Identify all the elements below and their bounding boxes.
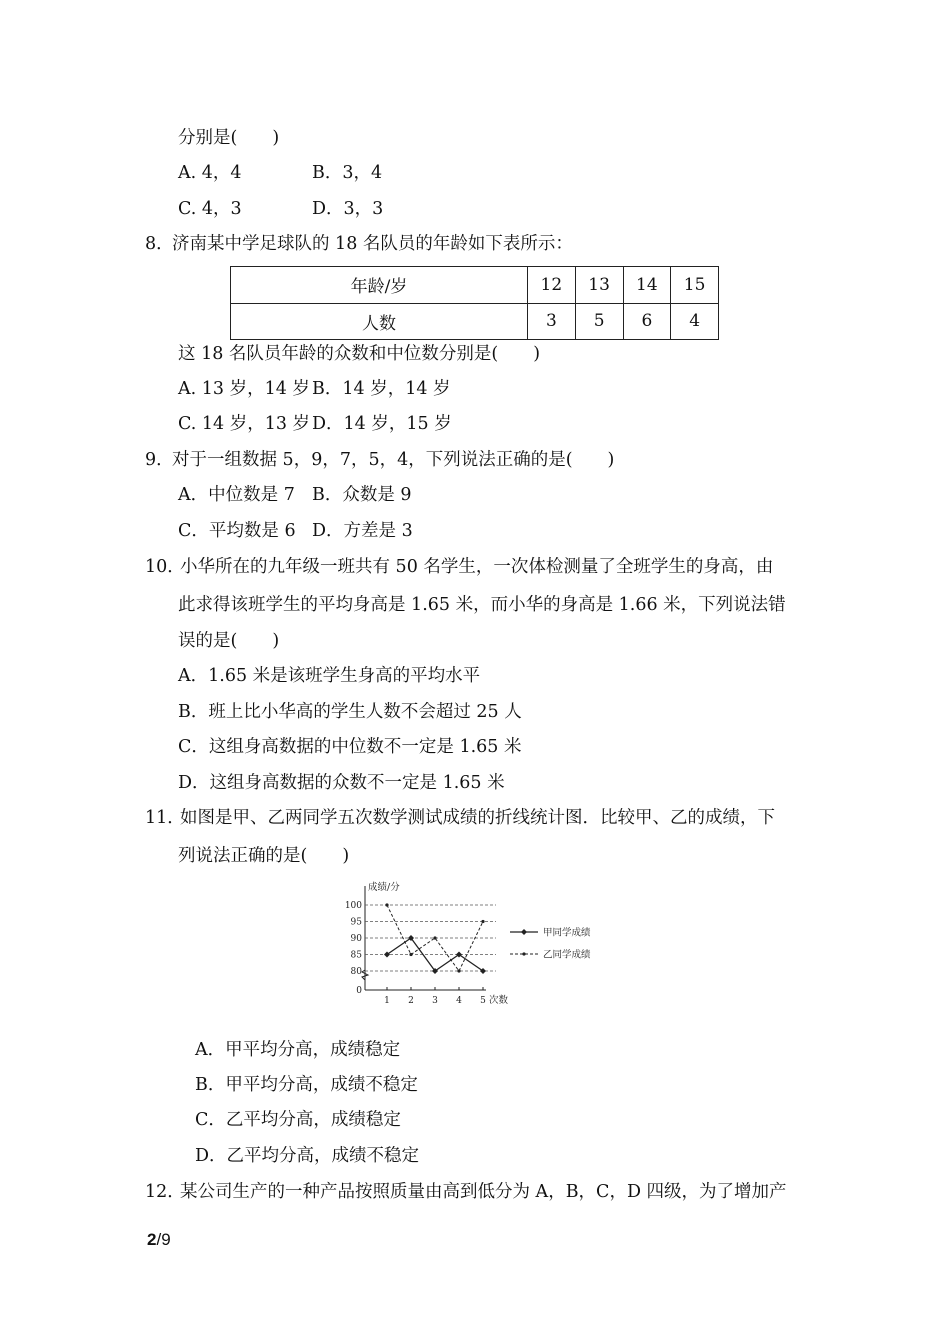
page-current: 2 bbox=[147, 1230, 157, 1249]
legend-marker bbox=[522, 952, 525, 955]
q9-option-a: A．中位数是 7 bbox=[178, 485, 295, 505]
count-cell: 3 bbox=[528, 303, 576, 340]
q8-number: 8． bbox=[145, 234, 174, 254]
q8-question: 这 18 名队员年龄的众数和中位数分别是( ) bbox=[178, 344, 541, 364]
age-header-label: 年龄/岁 bbox=[231, 267, 528, 304]
legend-marker bbox=[521, 929, 527, 935]
chart-legend bbox=[510, 927, 591, 961]
q9-stem: 对于一组数据 5，9，7，5，4，下列说法正确的是( ) bbox=[172, 450, 615, 470]
y-tick-label: 100 bbox=[344, 901, 362, 911]
q8-stem: 济南某中学足球队的 18 名队员的年龄如下表所示： bbox=[172, 234, 573, 254]
page-number bbox=[147, 1230, 171, 1250]
q9-option-d: D．方差是 3 bbox=[312, 521, 413, 541]
q11-option-d: D．乙平均分高，成绩不稳定 bbox=[195, 1146, 420, 1166]
q9-option-b: B．众数是 9 bbox=[312, 485, 412, 505]
q8-option-c: C. 14 岁，13 岁 bbox=[178, 414, 311, 434]
q11-number: 11． bbox=[145, 808, 185, 828]
y-tick-label: 95 bbox=[350, 917, 362, 928]
chart-grid bbox=[365, 905, 496, 971]
legend-label: 甲同学成绩 bbox=[543, 927, 591, 939]
q11-stem-line2: 列说法正确的是( ) bbox=[178, 846, 350, 866]
count-header-label: 人数 bbox=[231, 303, 528, 340]
q10-number: 10． bbox=[145, 557, 185, 577]
x-axis-label: 次数 bbox=[489, 995, 509, 1006]
q10-stem-line1: 小华所在的九年级一班共有 50 名学生，一次体检测量了全班学生的身高，由 bbox=[180, 557, 774, 577]
q8-option-b: B．14 岁，14 岁 bbox=[312, 379, 451, 399]
q10-option-a: A．1.65 米是该班学生身高的平均水平 bbox=[178, 666, 481, 686]
data-point-yi bbox=[457, 969, 460, 972]
q10-option-d: D．这组身高数据的众数不一定是 1.65 米 bbox=[178, 773, 505, 793]
age-row bbox=[231, 267, 719, 304]
count-cell: 5 bbox=[575, 303, 623, 340]
q11-option-b: B．甲平均分高，成绩不稳定 bbox=[195, 1075, 418, 1095]
q10-option-c: C．这组身高数据的中位数不一定是 1.65 米 bbox=[178, 737, 522, 757]
data-point-yi bbox=[409, 953, 412, 956]
q10-stem-line2: 此求得该班学生的平均身高是 1.65 米，而小华的身高是 1.66 米，下列说法错 bbox=[178, 595, 786, 615]
q12-number: 12． bbox=[145, 1182, 185, 1202]
q7-option-b: B．3，4 bbox=[312, 163, 383, 183]
q7-tail: 分别是( ) bbox=[178, 128, 280, 148]
q9-option-c: C．平均数是 6 bbox=[178, 521, 296, 541]
count-cell: 4 bbox=[671, 303, 719, 340]
page-sep: / bbox=[156, 1230, 162, 1249]
count-cell: 6 bbox=[623, 303, 671, 340]
page-total: 9 bbox=[161, 1230, 171, 1249]
x-tick-label: 5 bbox=[480, 996, 486, 1006]
score-line-chart bbox=[344, 880, 620, 1010]
age-table bbox=[230, 266, 719, 340]
count-row bbox=[231, 303, 719, 340]
q7-option-d: D．3，3 bbox=[312, 199, 384, 219]
y-tick-label: 85 bbox=[350, 950, 362, 961]
q8-option-a: A. 13 岁，14 岁 bbox=[178, 379, 310, 399]
data-point-yi bbox=[433, 936, 436, 939]
q7-option-c: C. 4，3 bbox=[178, 199, 242, 219]
data-point-yi bbox=[481, 920, 484, 923]
chart-series bbox=[384, 903, 486, 974]
age-cell: 15 bbox=[671, 267, 719, 304]
q10-option-b: B．班上比小华高的学生人数不会超过 25 人 bbox=[178, 702, 522, 722]
x-tick-label: 2 bbox=[408, 996, 414, 1006]
q12-stem-line1: 某公司生产的一种产品按照质量由高到低分为 A，B，C，D 四级，为了增加产 bbox=[180, 1182, 787, 1202]
y-tick-label: 0 bbox=[356, 986, 362, 996]
data-point-yi bbox=[385, 903, 388, 906]
x-tick-label: 4 bbox=[456, 996, 462, 1006]
q8-option-d: D．14 岁，15 岁 bbox=[312, 414, 452, 434]
q10-stem-line3: 误的是( ) bbox=[178, 631, 280, 651]
q9-number: 9． bbox=[145, 450, 174, 470]
y-tick-label: 90 bbox=[350, 934, 362, 944]
q11-stem-line1: 如图是甲、乙两同学五次数学测试成绩的折线统计图．比较甲、乙的成绩，下 bbox=[180, 808, 775, 828]
chart-axes bbox=[345, 881, 509, 1006]
x-tick-label: 3 bbox=[432, 996, 438, 1006]
age-cell: 12 bbox=[528, 267, 576, 304]
legend-label: 乙同学成绩 bbox=[543, 949, 591, 961]
q11-option-c: C．乙平均分高，成绩稳定 bbox=[195, 1110, 401, 1130]
q7-option-a: A. 4，4 bbox=[178, 163, 242, 183]
y-tick-label: 80 bbox=[350, 967, 362, 977]
y-axis-label: 成绩/分 bbox=[368, 882, 400, 893]
age-cell: 13 bbox=[575, 267, 623, 304]
x-tick-label: 1 bbox=[384, 996, 390, 1006]
age-cell: 14 bbox=[623, 267, 671, 304]
q11-option-a: A．甲平均分高，成绩稳定 bbox=[195, 1040, 401, 1060]
